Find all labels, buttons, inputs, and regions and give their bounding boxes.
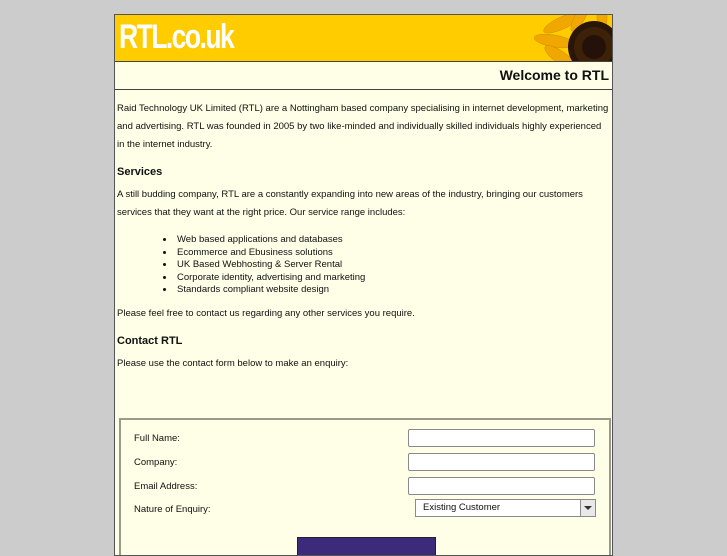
company-label: Company: [134,457,178,468]
site-header [115,15,612,62]
enquiry-select[interactable] [415,499,596,517]
full-name-input[interactable] [408,429,595,447]
sunflower-image [482,15,612,61]
services-text: A still budding company, RTL are a constantly expanding into new areas of the industry, bringing our customers services that they want at the right price. Our service range includes: [117,189,583,218]
email-input[interactable] [408,477,595,495]
list-item: • Corporate identity, advertising and marketing [175,272,610,285]
list-item: • Standards compliant website design [175,284,610,297]
site-logo[interactable]: RTL.co.uk [119,18,234,56]
list-item: • UK Based Webhosting & Server Rental [175,259,610,272]
page-container [114,14,613,556]
page-title: Welcome to RTL [115,62,612,90]
chevron-down-icon[interactable] [580,500,595,516]
list-item: • Web based applications and databases [175,234,610,247]
email-label: Email Address: [134,481,198,492]
submit-button[interactable] [297,537,436,556]
list-item: • Ecommerce and Ebusiness solutions [175,247,610,260]
enquiry-selected-value: Existing Customer [423,502,501,513]
services-heading: Services [117,166,163,178]
enquiry-label: Nature of Enquiry: [134,504,211,515]
contact-heading: Contact RTL [117,334,183,347]
services-footer: Please feel free to contact us regarding any other services you require. [117,307,415,319]
intro-text: Raid Technology UK Limited (RTL) are a Nottingham based company specialising in internet development, marketing and advertising. RTL was founded in 2005 by two like-minded and individually skilled individuals highly experienced in the internet industry. [117,103,609,150]
services-list [117,234,610,297]
main-content [115,100,612,373]
full-name-label: Full Name: [134,433,180,444]
contact-text: Please use the contact form below to make an enquiry: [117,357,349,369]
company-input[interactable] [408,453,595,471]
contact-form [119,418,611,556]
